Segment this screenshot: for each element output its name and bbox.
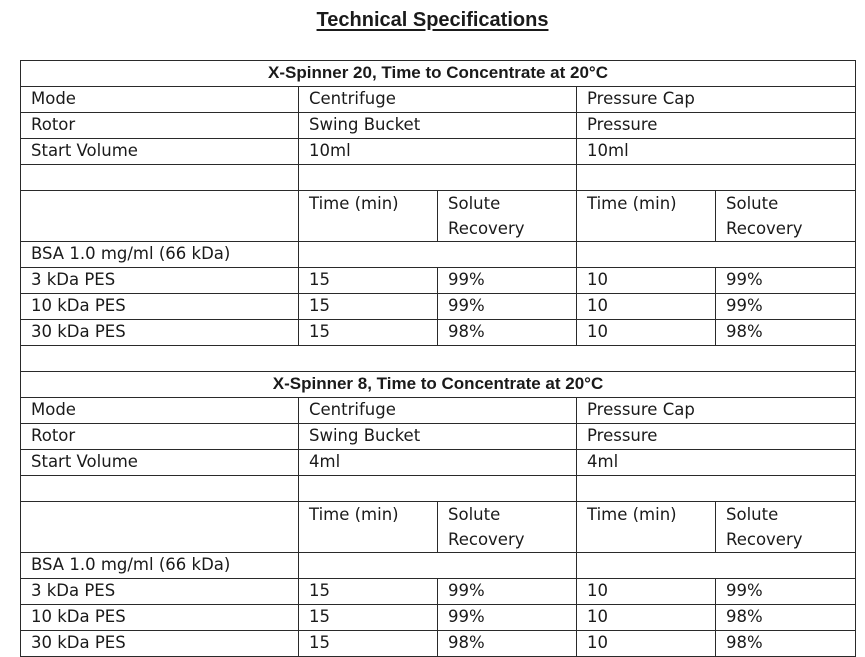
empty-cell bbox=[577, 165, 856, 191]
empty-cell bbox=[299, 476, 577, 502]
rotor-row bbox=[21, 424, 856, 450]
time-header: Time (min) bbox=[577, 191, 716, 242]
row-label: Start Volume bbox=[21, 139, 299, 165]
sample-label: BSA 1.0 mg/ml (66 kDa) bbox=[21, 553, 299, 579]
pressure-value: 4ml bbox=[577, 450, 856, 476]
centrifuge-value: Swing Bucket bbox=[299, 424, 577, 450]
pressure-time-cell: 10 bbox=[577, 631, 716, 657]
centrifuge-value: Swing Bucket bbox=[299, 113, 577, 139]
column-header-row bbox=[21, 191, 856, 242]
table-caption: X-Spinner 8, Time to Concentrate at 20°C bbox=[21, 372, 856, 398]
start-volume-row bbox=[21, 139, 856, 165]
membrane-cell: 3 kDa PES bbox=[21, 579, 299, 605]
membrane-cell: 3 kDa PES bbox=[21, 268, 299, 294]
centrifuge-recovery-cell: 98% bbox=[438, 320, 577, 346]
spacer-cell bbox=[21, 346, 856, 372]
start-volume-row bbox=[21, 450, 856, 476]
pressure-value: 10ml bbox=[577, 139, 856, 165]
membrane-cell: 30 kDa PES bbox=[21, 320, 299, 346]
sample-row bbox=[21, 242, 856, 268]
table-caption: X-Spinner 20, Time to Concentrate at 20°C bbox=[21, 61, 856, 87]
centrifuge-value: Centrifuge bbox=[299, 398, 577, 424]
pressure-recovery-cell: 99% bbox=[716, 268, 856, 294]
row-label: Rotor bbox=[21, 424, 299, 450]
membrane-cell: 10 kDa PES bbox=[21, 605, 299, 631]
centrifuge-time-cell: 15 bbox=[299, 579, 438, 605]
empty-row bbox=[21, 476, 856, 502]
pressure-time-cell: 10 bbox=[577, 268, 716, 294]
empty-cell bbox=[577, 242, 856, 268]
membrane-cell: 30 kDa PES bbox=[21, 631, 299, 657]
empty-cell bbox=[299, 165, 577, 191]
row-label: Mode bbox=[21, 87, 299, 113]
pressure-recovery-cell: 98% bbox=[716, 605, 856, 631]
pressure-recovery-cell: 98% bbox=[716, 320, 856, 346]
time-header: Time (min) bbox=[299, 502, 438, 553]
centrifuge-recovery-cell: 99% bbox=[438, 268, 577, 294]
rotor-row bbox=[21, 113, 856, 139]
centrifuge-value: 4ml bbox=[299, 450, 577, 476]
centrifuge-value: 10ml bbox=[299, 139, 577, 165]
recovery-header: Solute Recovery bbox=[438, 502, 577, 553]
spacer-row bbox=[21, 346, 856, 372]
table-row bbox=[21, 579, 856, 605]
empty-cell bbox=[299, 553, 577, 579]
sample-label: BSA 1.0 mg/ml (66 kDa) bbox=[21, 242, 299, 268]
empty-cell bbox=[21, 476, 299, 502]
table-row bbox=[21, 320, 856, 346]
empty-cell bbox=[577, 476, 856, 502]
pressure-time-cell: 10 bbox=[577, 320, 716, 346]
empty-cell bbox=[299, 242, 577, 268]
centrifuge-recovery-cell: 99% bbox=[438, 605, 577, 631]
empty-cell bbox=[21, 191, 299, 242]
mode-row bbox=[21, 87, 856, 113]
mode-row bbox=[21, 398, 856, 424]
pressure-recovery-cell: 99% bbox=[716, 579, 856, 605]
empty-cell bbox=[21, 502, 299, 553]
recovery-header: Solute Recovery bbox=[716, 502, 856, 553]
membrane-cell: 10 kDa PES bbox=[21, 294, 299, 320]
pressure-value: Pressure Cap bbox=[577, 87, 856, 113]
centrifuge-recovery-cell: 99% bbox=[438, 294, 577, 320]
empty-row bbox=[21, 165, 856, 191]
centrifuge-time-cell: 15 bbox=[299, 631, 438, 657]
pressure-time-cell: 10 bbox=[577, 579, 716, 605]
table-row bbox=[21, 268, 856, 294]
sample-row bbox=[21, 553, 856, 579]
row-label: Mode bbox=[21, 398, 299, 424]
row-label: Rotor bbox=[21, 113, 299, 139]
column-header-row bbox=[21, 502, 856, 553]
pressure-value: Pressure bbox=[577, 424, 856, 450]
time-header: Time (min) bbox=[577, 502, 716, 553]
centrifuge-time-cell: 15 bbox=[299, 320, 438, 346]
time-header: Time (min) bbox=[299, 191, 438, 242]
centrifuge-time-cell: 15 bbox=[299, 294, 438, 320]
pressure-value: Pressure Cap bbox=[577, 398, 856, 424]
table-row bbox=[21, 294, 856, 320]
empty-cell bbox=[21, 165, 299, 191]
centrifuge-value: Centrifuge bbox=[299, 87, 577, 113]
centrifuge-recovery-cell: 99% bbox=[438, 579, 577, 605]
table-caption-row bbox=[21, 61, 856, 87]
spec-table bbox=[20, 60, 856, 657]
row-label: Start Volume bbox=[21, 450, 299, 476]
table-caption-row bbox=[21, 372, 856, 398]
pressure-time-cell: 10 bbox=[577, 294, 716, 320]
empty-cell bbox=[577, 553, 856, 579]
table-row bbox=[21, 605, 856, 631]
centrifuge-time-cell: 15 bbox=[299, 268, 438, 294]
pressure-recovery-cell: 98% bbox=[716, 631, 856, 657]
recovery-header: Solute Recovery bbox=[438, 191, 577, 242]
pressure-value: Pressure bbox=[577, 113, 856, 139]
pressure-time-cell: 10 bbox=[577, 605, 716, 631]
page-title: Technical Specifications bbox=[316, 9, 549, 31]
recovery-header: Solute Recovery bbox=[716, 191, 856, 242]
centrifuge-time-cell: 15 bbox=[299, 605, 438, 631]
table-row bbox=[21, 631, 856, 657]
centrifuge-recovery-cell: 98% bbox=[438, 631, 577, 657]
pressure-recovery-cell: 99% bbox=[716, 294, 856, 320]
